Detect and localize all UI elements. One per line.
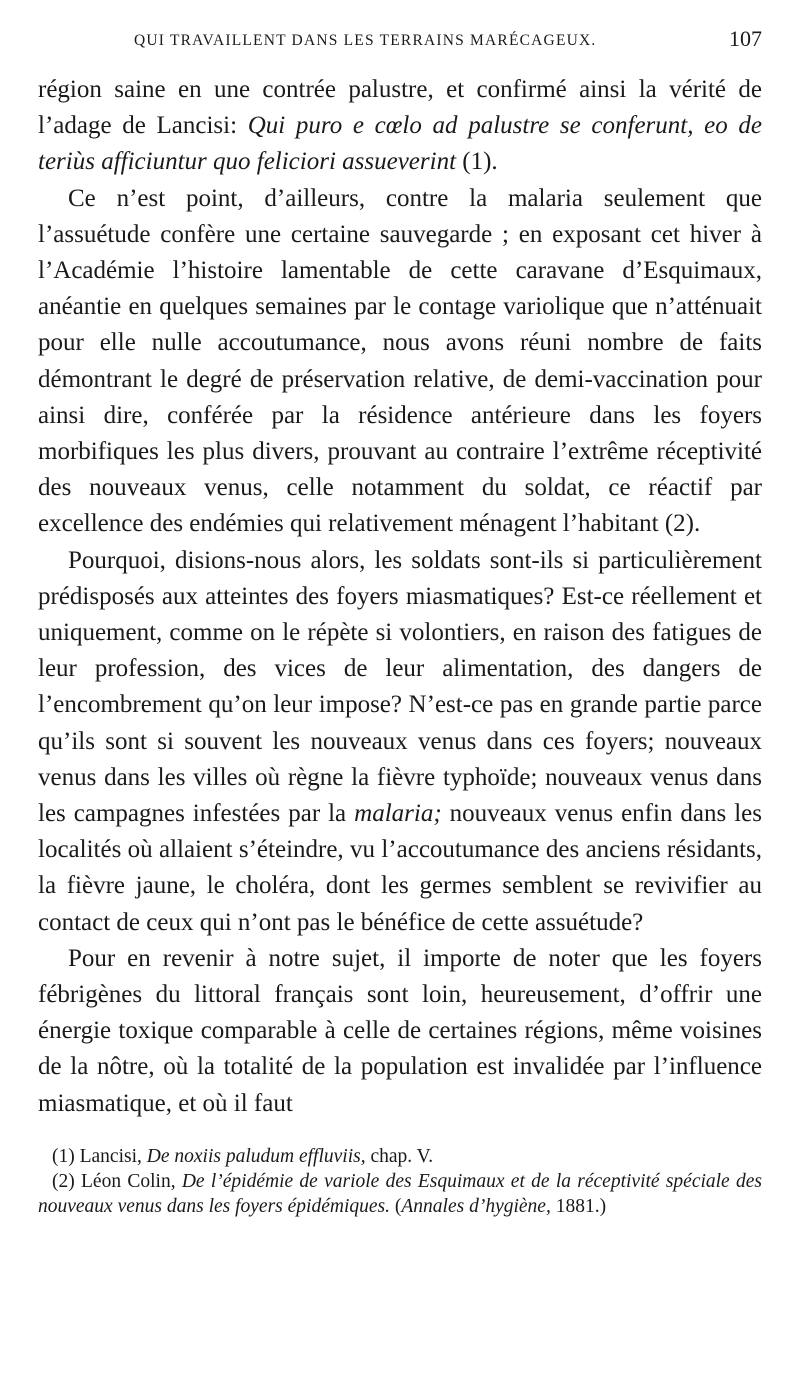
- page-number: 107: [729, 26, 762, 51]
- footnote-2-author: (2) Léon Colin,: [52, 1170, 182, 1192]
- paragraph-2: Ce n’est point, d’ailleurs, contre la malaria seulement que l’assuétude confère une certaine sauvegarde ; en exposant cet hiver à l’Académie l’histoire lamentable de cette caravane d’Esquimaux, anéantie en quelques semaines par le contage variolique que n’atténuait pour elle nulle accoutumance, nous avons réuni nombre de faits démontrant le degré de préservation relative, de demi-vaccination pour ainsi dire, conférée par la résidence antérieure dans les foyers morbifiques les plus divers, prouvant au contraire l’extrême réceptivité des nouveaux venus, celle notamment du soldat, ce réactif par excellence des endémies qui relativement ménagent l’habitant (2).: [38, 184, 762, 538]
- footnotes: [38, 1144, 762, 1219]
- footnote-2: [38, 1169, 762, 1219]
- lancisi-quote: Qui puro e cœlo ad palustre se conferunt, eo de teriùs afficiuntur quo feliciori assueverint: [38, 112, 763, 176]
- footnote-1: [38, 1144, 762, 1169]
- running-header-title: QUI TRAVAILLENT DANS LES TERRAINS MARÉCAGEUX.: [134, 32, 597, 49]
- footnote-2-journal: Annales d’hygiène,: [401, 1195, 551, 1217]
- footnote-1-work-title: De noxiis paludum effluviis,: [146, 1145, 366, 1167]
- body-text: [38, 72, 762, 1122]
- paragraph-4: Pour en revenir à notre sujet, il importe de noter que les foyers fébrigènes du littoral français sont loin, heureusement, d’offrir une énergie toxique comparable à celle de certaines régions, même voisines de la nôtre, où la totalité de la population est invalidée par l’influence miasmatique, et où il faut: [38, 944, 762, 1117]
- footnote-1-chapter: chap. V.: [365, 1145, 434, 1167]
- footnote-2-year: 1881.): [550, 1195, 607, 1217]
- paragraph-3-text-a: Pourquoi, disions-nous alors, les soldats sont-ils si particulièrement prédisposés aux atteintes des foyers miasmatiques? Est-ce réellement et uniquement, comme on le répète si volontiers, en raison des fatigues de leur profession, des vices de leur alimentation, des dangers de l’encombrement qu’on leur impose? N’est-ce pas en grande partie parce qu’ils sont si souvent les nouveaux venus dans ces foyers; nouveaux venus dans les villes où règne la fièvre typhoïde; nouveaux venus dans les campagnes infestées par la: [38, 546, 762, 828]
- malaria-italic: malaria;: [354, 800, 442, 828]
- paragraph-1-footnote-ref: (1).: [456, 148, 498, 176]
- paragraph-1-text: région saine en une contrée palustre, et confirmé ainsi la vérité de l’adage de Lancisi:: [38, 76, 762, 140]
- footnote-2-work-title: De l’épidémie de variole des Esquimaux et de la réceptivité spéciale des nouveaux venus dans les foyers épidémiques.: [38, 1170, 762, 1217]
- paragraph-3-text-b: nouveaux venus enfin dans les localités où allaient s’éteindre, vu l’accoutumance des anciens résidants, la fièvre jaune, le choléra, dont les germes semblent se revivifier au contact de ceux qui n’ont pas le bénéfice de cette assuétude?: [38, 800, 762, 936]
- footnote-1-author: (1) Lancisi,: [52, 1145, 147, 1167]
- running-header: [38, 22, 762, 56]
- book-page: [38, 22, 762, 1219]
- paragraph-1: [38, 72, 762, 181]
- footnote-2-paren-open: (: [390, 1195, 402, 1217]
- paragraph-3: [38, 543, 762, 941]
